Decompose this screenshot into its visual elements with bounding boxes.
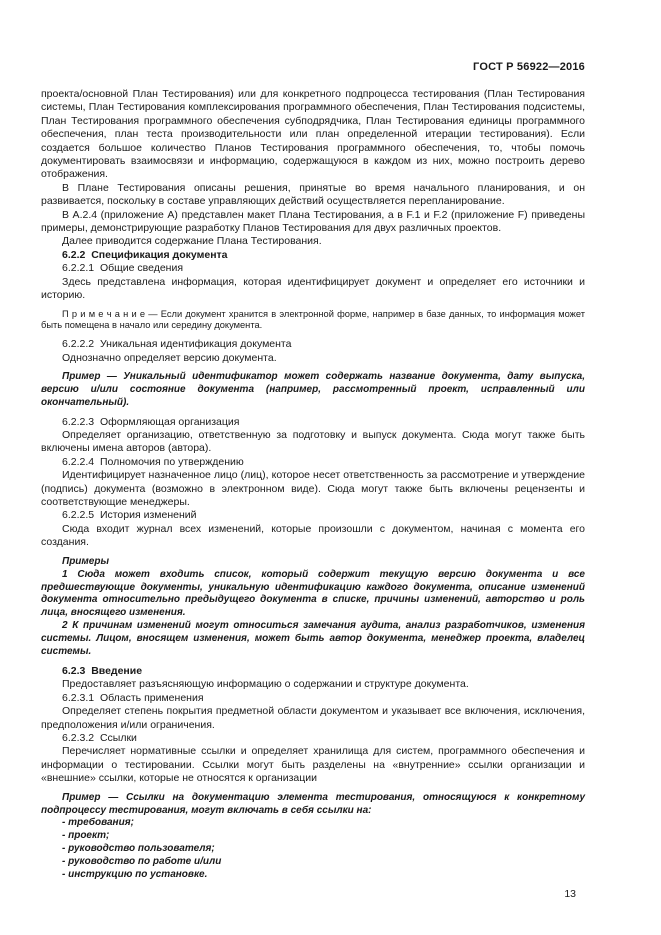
paragraph: Предоставляет разъясняющую информацию о содержании и структуре документа. <box>62 678 469 691</box>
paragraph: В Плане Тестирования описаны решения, принятые во время начального планирования, и он развивается, поскольку в составе управляющих действий осуществляется перепланирование. <box>41 181 585 208</box>
example-list-item: - руководство пользователя; <box>62 843 215 855</box>
paragraph: Здесь представлена информация, которая идентифицирует документ и определяет его источники и историю. <box>41 275 585 302</box>
paragraph: Идентифицирует назначенное лицо (лиц), которое несет ответственность за рассмотрение и утверждение (подпись) документа (возможно в электронном виде). Сюда могут также быть включены рецензенты и соответствующие менеджеры. <box>41 469 585 509</box>
note: П р и м е ч а н и е — Если документ хранится в электронной форме, например в базе данных, то информация может быть помещена в начало или середину документа. <box>41 308 585 331</box>
paragraph: Перечисляет нормативные ссылки и определяет хранилища для систем, программного обеспечения и информации о тестировании. Ссылки могут быть разделены на «внутренние» ссылки организации и «внешние» ссылки, которые не относятся к организации <box>41 745 585 785</box>
subsection-heading-6-2-2-1: 6.2.2.1 Общие сведения <box>62 262 184 275</box>
example: 1 Сюда может входить список, который содержит текущую версию документа и все предшествующие документы, уникальную идентификацию каждого документа, описание изменений документа относительно предыдущего документа в списке, причины изменений, авторство и роль лица, вносящего изменения. <box>41 568 585 619</box>
example: Пример — Ссылки на документацию элемента тестирования, относящуюся к конкретному подпроцессу тестирования, могут включать в себя ссылки на: <box>41 791 585 816</box>
paragraph: Однозначно определяет версию документа. <box>62 351 277 364</box>
example-list-item: - требования; <box>62 817 134 829</box>
example-list-item: - руководство по работе и/или <box>62 856 222 868</box>
page-content <box>41 88 585 882</box>
paragraph: Определяет организацию, ответственную за подготовку и выпуск документа. Сюда могут также быть включены имена авторов (автора). <box>41 429 585 455</box>
example-block <box>41 792 585 882</box>
page-number: 13 <box>564 887 576 900</box>
paragraph: Сюда входит журнал всех изменений, которые произошли с документом, начиная с момента его создания. <box>41 522 585 549</box>
section-heading-6-2-3: 6.2.3 Введение <box>62 664 143 677</box>
section-heading-6-2-2: 6.2.2 Спецификация документа <box>62 248 228 261</box>
example-list-item: - проект; <box>62 830 110 842</box>
subsection-heading-6-2-2-5: 6.2.2.5 История изменений <box>62 509 197 522</box>
subsection-heading-6-2-3-2: 6.2.3.2 Ссылки <box>62 731 137 744</box>
subsection-heading-6-2-3-1: 6.2.3.1 Область применения <box>62 691 204 704</box>
examples-label: Примеры <box>62 555 110 567</box>
example-block <box>41 371 585 410</box>
subsection-heading-6-2-2-3: 6.2.2.3 Оформляющая организация <box>62 415 240 428</box>
paragraph-continuation: проекта/основной План Тестирования) или для конкретного подпроцесса тестирования (План Тестирования системы, План Тестирования комплексирования программного обеспечения, План Тестирования подсистемы, План Тестирования программного обеспечения субподрядчика, План Тестирования единицы программного обеспечения, план теста производительности или план определенной итерации тестирования). Если создается большое количество Планов Тестирования программного обеспечения, то, чтобы помочь документировать взаимосвязи и информацию, содержащуюся в каждом из них, можно построить дерево отображения. <box>41 88 585 181</box>
example: 2 К причинам изменений могут относиться замечания аудита, анализ разработчиков, изменения системы. Лицом, вносящем изменения, может быть автор документа, менеджер проекта, владелец системы. <box>41 620 585 658</box>
example: Пример — Уникальный идентификатор может содержать название документа, дату выпуска, версию и/или состояние документа (например, рассмотренный проект, исправленный или окончательный). <box>41 370 585 408</box>
paragraph: В А.2.4 (приложение А) представлен макет Плана Тестирования, а в F.1 и F.2 (приложение F) приведены примеры, демонстрирующие разработку Планов Тестирования для двух различных проектов. <box>41 208 585 235</box>
doc-code-header: ГОСТ Р 56922—2016 <box>473 61 585 73</box>
subsection-heading-6-2-2-4: 6.2.2.4 Полномочия по утверждению <box>62 455 244 468</box>
examples-block <box>41 556 585 659</box>
subsection-heading-6-2-2-2: 6.2.2.2 Уникальная идентификация документа <box>62 338 292 351</box>
paragraph: Определяет степень покрытия предметной области документом и указывает все включения, исключения, предположения и/или ограничения. <box>41 705 585 731</box>
paragraph: Далее приводится содержание Плана Тестирования. <box>62 235 322 248</box>
example-list-item: - инструкцию по установке. <box>62 869 208 881</box>
